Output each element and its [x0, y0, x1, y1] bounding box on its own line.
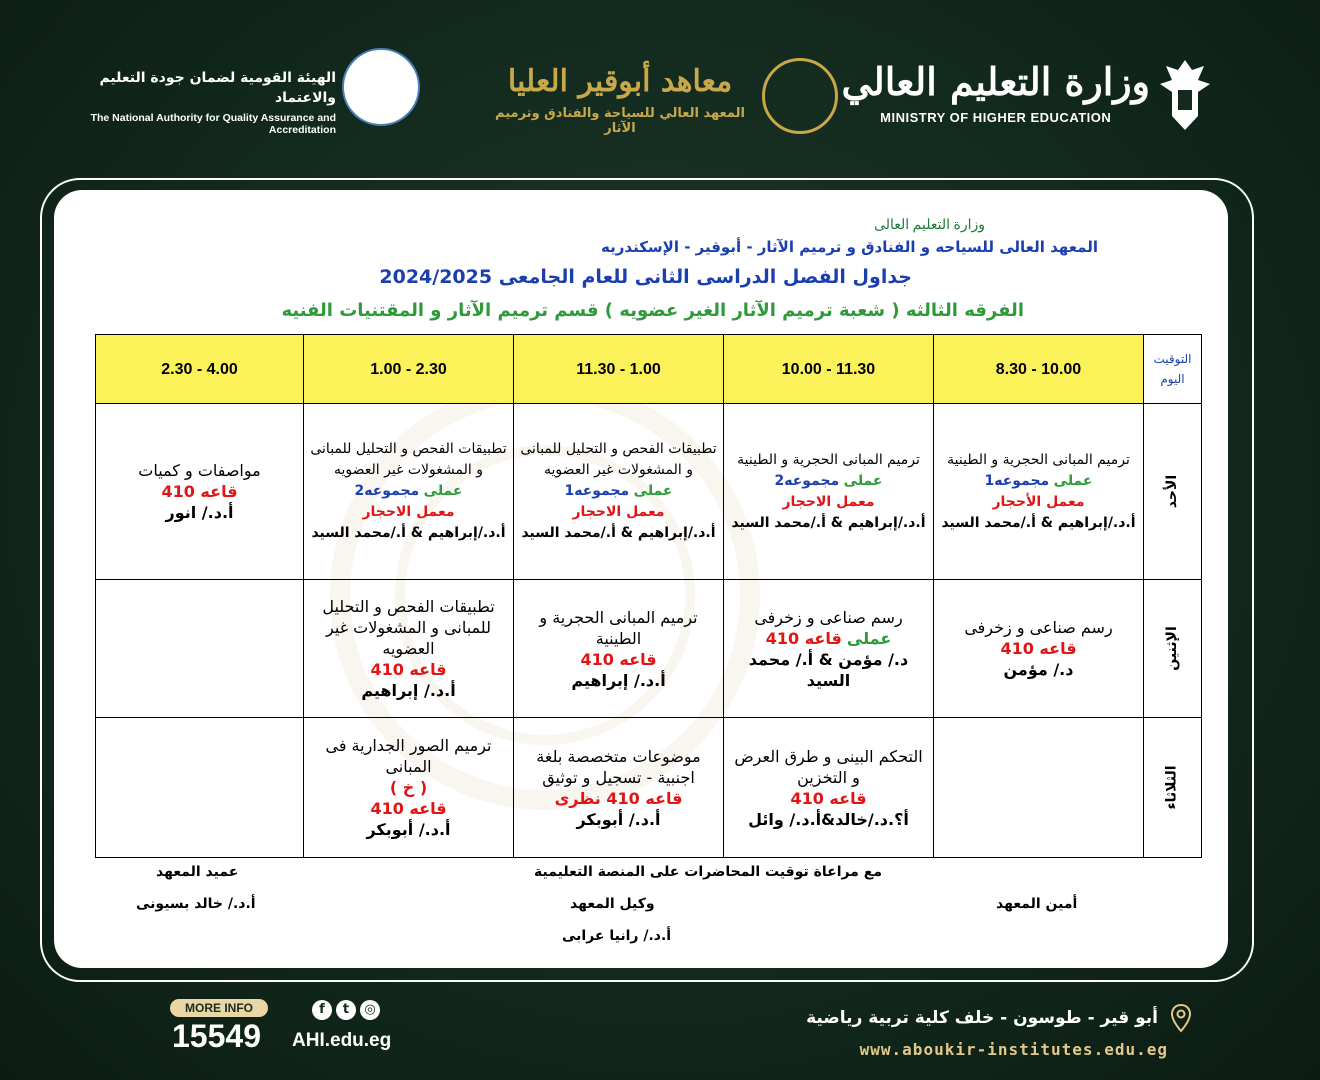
eagle-emblem-icon: [1158, 56, 1212, 134]
table-cell-empty: [96, 580, 304, 718]
day-tuesday: [1144, 718, 1202, 858]
table-cell-empty: [934, 718, 1144, 858]
staff-label: أ.د./ إبراهيم: [361, 681, 456, 700]
course-name: التحكم البينى و طرق العرض و التخزين: [734, 746, 923, 787]
room-label: قاعه 410: [370, 799, 447, 818]
staff-label: أ.د./ انور: [165, 503, 234, 522]
twitter-icon[interactable]: t: [336, 1000, 356, 1020]
staff-label: أ.د./إبراهيم & أ./محمد السيد: [941, 514, 1136, 531]
vice-title: وكيل المعهد: [570, 896, 655, 912]
staff-label: أ.د./إبراهيم & أ./محمد السيد: [311, 525, 506, 541]
group-label: مجموعه2: [354, 483, 420, 499]
table-cell: [934, 404, 1144, 580]
staff-label: د./ مؤمن: [1003, 660, 1074, 679]
time-slot-4: 2.30 - 1.00: [304, 335, 514, 404]
institute-line: المعهد العالى للسياحه و الفنادق و ترميم الآثار - أبوقير - الإسكندريه: [601, 238, 1098, 256]
course-name: موضوعات متخصصة بلغة اجنبية - تسجيل و توثيق: [536, 746, 701, 787]
ministry-header: [841, 60, 1150, 125]
course-name: ترميم الصور الجدارية فى المبانى: [325, 736, 492, 776]
table-cell: [514, 404, 724, 580]
corner-day-label: اليوم: [1160, 372, 1185, 386]
group-line: [938, 471, 1139, 492]
room-label: معمل الاحجار: [362, 504, 455, 520]
time-slot-2: 11.30 - 10.00: [724, 335, 934, 404]
institute-header: [480, 62, 760, 136]
room-label: معمل الاحجار: [782, 493, 875, 510]
corner-time-label: التوقيت: [1153, 352, 1192, 366]
staff-label: أ.د./ إبراهيم: [571, 670, 666, 690]
room-label: قاعه 410: [370, 660, 447, 679]
table-cell: [304, 404, 514, 580]
staff-label: د./ مؤمن & أ./ محمد السيد: [748, 649, 909, 690]
group-line: [518, 481, 719, 502]
group-label: مجموعه2: [774, 472, 840, 489]
ministry-title-en: MINISTRY OF HIGHER EDUCATION: [880, 110, 1112, 125]
time-slot-1: 10.00 - 8.30: [934, 335, 1144, 404]
course-name: تطبيقات الفحص و التحليل للمبانى و المشغولات غير العضويه: [520, 441, 717, 478]
room-label: قاعه 410: [765, 628, 842, 648]
day-tuesday-label: الثلاثاء: [1163, 765, 1180, 810]
time-header-row: [96, 335, 1202, 404]
ahi-link[interactable]: AHI.edu.eg: [292, 1030, 392, 1051]
room-label: قاعه 410: [790, 788, 867, 808]
table-cell: [724, 718, 934, 858]
time-slot-3: 1.00 - 11.30: [514, 335, 724, 404]
staff-label: أ.د./ أبوبكر: [366, 820, 451, 839]
course-name: رسم صناعى و زخرفى: [754, 607, 903, 627]
schedule-title: جداول الفصل الدراسى الثانى للعام الجامعى 2024/2025: [379, 266, 912, 288]
group-title: الفرقه الثالثه ( شعبة ترميم الآثار الغير عضويه ) قسم ترميم الآثار و المقتنيات الفنيه: [281, 300, 1024, 321]
practical-label: عملى: [423, 483, 463, 499]
more-info-badge: MORE INFO: [170, 999, 268, 1017]
time-slot-5: 4.00 - 2.30: [96, 335, 304, 404]
tuesday-row: [96, 718, 1202, 858]
group-label: مجموعه1: [984, 472, 1050, 489]
ministry-line: وزارة التعليم العالى: [874, 218, 985, 233]
naqaae-logo-icon: [342, 48, 420, 126]
address-text: أبو قير - طوسون - خلف كلية تربية رياضية: [806, 1008, 1158, 1028]
course-name: تطبيقات الفحص و التحليل للمبانى و المشغولات غير العضويه: [310, 441, 507, 478]
table-cell: [934, 580, 1144, 718]
day-monday-label: الإثنين: [1163, 626, 1180, 671]
table-cell: [724, 580, 934, 718]
practical-label: عملى: [846, 628, 892, 648]
room-label: قاعه 410 نظرى: [554, 788, 683, 808]
table-cell: [304, 718, 514, 858]
group-label: مجموعه1: [564, 483, 630, 499]
schedule-table: [95, 334, 1202, 858]
room-label: قاعه 410: [161, 482, 238, 501]
group-line: [308, 481, 509, 502]
course-name: ترميم المبانى الحجرية و الطينية: [539, 607, 698, 648]
hotline-number[interactable]: 15549: [172, 1018, 261, 1054]
room-label: معمل الأحجار: [992, 493, 1085, 510]
practical-label: عملى: [1053, 472, 1093, 489]
course-name: ترميم المبانى الحجرية و الطينية: [737, 451, 920, 468]
social-icons: [312, 1000, 380, 1020]
table-cell-empty: [96, 718, 304, 858]
practical-label: عملى: [843, 472, 883, 489]
platform-note: مع مراعاة توقيت المحاضرات على المنصة التعليمية: [534, 864, 882, 880]
course-name: مواصفات و كميات: [138, 461, 261, 480]
staff-label: أ.د./إبراهيم & أ./محمد السيد: [731, 514, 926, 531]
dean-name: أ.د./ خالد بسيونى: [136, 896, 256, 912]
table-cell: [304, 580, 514, 718]
staff-label: أ.د./ أبوبكر: [576, 809, 661, 829]
table-cell: [514, 580, 724, 718]
dean-title: عميد المعهد: [156, 864, 239, 880]
naqaae-title-en: The National Authority for Quality Assurance and Accreditation: [90, 112, 336, 136]
naqaae-title-ar: الهيئة القومية لضمان جودة التعليم والاعتماد: [99, 70, 336, 106]
staff-label: أ؟.د./خالد&أ.د./ وائل: [748, 809, 909, 829]
ministry-title-ar: وزارة التعليم العالي: [841, 59, 1150, 104]
institute-logo-icon: [762, 58, 838, 134]
course-name: ترميم المبانى الحجرية و الطينية: [947, 451, 1130, 468]
table-cell: [514, 718, 724, 858]
location-pin-icon: [1170, 1003, 1192, 1033]
monday-row: [96, 580, 1202, 718]
day-sunday: [1144, 404, 1202, 580]
staff-label: أ.د./إبراهيم & أ./محمد السيد: [521, 525, 716, 541]
secretary-title: أمين المعهد: [996, 896, 1078, 912]
room-label: قاعه 410: [580, 649, 657, 669]
practical-line: [728, 628, 929, 649]
room-label: معمل الاحجار: [572, 504, 665, 520]
group-line: [728, 471, 929, 492]
corner-cell: [1144, 335, 1202, 404]
room-label: قاعه 410: [1000, 639, 1077, 658]
table-cell: [96, 404, 304, 580]
mark-label: ( خ ): [389, 778, 428, 797]
day-monday: [1144, 580, 1202, 718]
course-name: تطبيقات الفحص و التحليل للمبانى و المشغولات غير العضويه: [322, 597, 495, 658]
naqaae-header: [86, 68, 336, 136]
table-cell: [724, 404, 934, 580]
course-name: رسم صناعى و زخرفى: [964, 618, 1113, 637]
website-link[interactable]: www.aboukir-institutes.edu.eg: [859, 1040, 1168, 1059]
institute-title-ar: معاهد أبوقير العليا: [507, 64, 733, 99]
vice-name: أ.د./ رانيا عرابى: [562, 928, 672, 944]
facebook-icon[interactable]: f: [312, 1000, 332, 1020]
day-sunday-label: الأحد: [1164, 474, 1180, 509]
practical-label: عملى: [633, 483, 673, 499]
institute-subtitle: المعهد العالي للسياحة والفنادق وترميم الآثار: [495, 106, 745, 136]
instagram-icon[interactable]: ◎: [360, 1000, 380, 1020]
sunday-row: [96, 404, 1202, 580]
